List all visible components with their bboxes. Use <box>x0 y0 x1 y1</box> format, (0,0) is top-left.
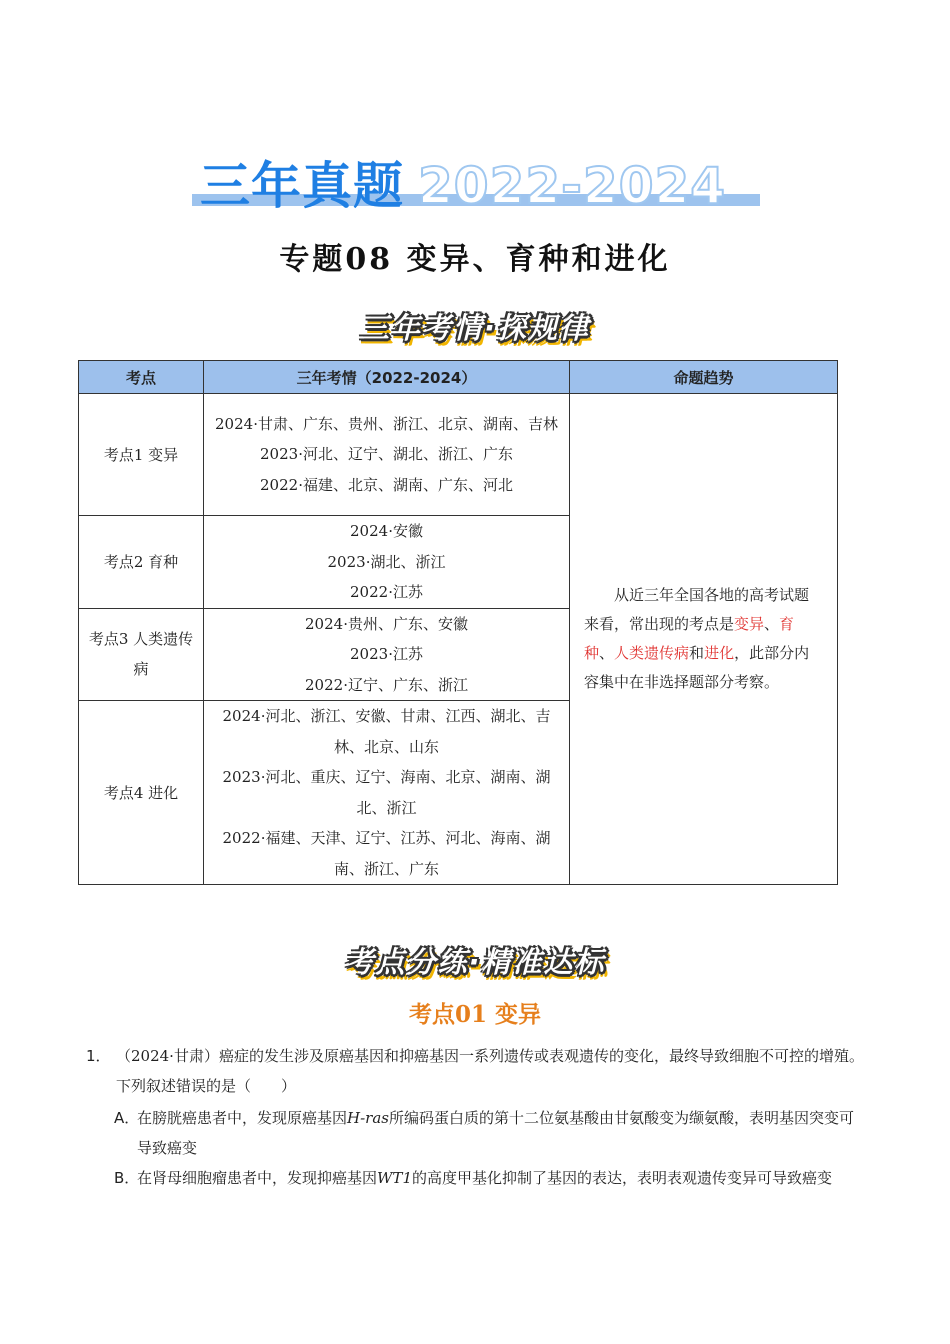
banner-text <box>200 146 726 218</box>
kaoqing-line: 2022·福建、天津、辽宁、江苏、河北、海南、湖南、浙江、广东 <box>222 829 551 878</box>
kaoqing-line: 2024·河北、浙江、安徽、甘肃、江西、湖北、吉林、北京、山东 <box>222 707 551 756</box>
kaodian-name: 考点4 进化 <box>79 701 204 885</box>
trend-keyword-variation: 变异 <box>734 615 765 633</box>
section-banner-practice: 考点分练·精准达标 <box>344 945 606 979</box>
kaodian-heading: 考点01 变异 <box>408 1001 541 1028</box>
year-banner <box>192 148 760 215</box>
kaoqing-line: 2022·福建、北京、湖南、广东、河北 <box>260 475 513 494</box>
option-text-post: 的高度甲基化抑制了基因的表达，表明表观遗传变异可导致癌变 <box>411 1169 832 1187</box>
kaoqing-line: 2023·河北、辽宁、湖北、浙江、广东 <box>260 445 513 464</box>
header-trend: 命题趋势 <box>570 361 838 394</box>
kaodian-name: 考点1 变异 <box>79 394 204 516</box>
header-kaodian: 考点 <box>79 361 204 394</box>
question-1 <box>86 1041 866 1101</box>
kaoqing-line: 2023·河北、重庆、辽宁、海南、北京、湖南、湖北、浙江 <box>222 768 551 817</box>
option-text-pre: 在肾母细胞瘤患者中，发现抑癌基因 <box>137 1169 378 1187</box>
question-stem: （2024·甘肃）癌症的发生涉及原癌基因和抑癌基因一系列遗传或表观遗传的变化，最终导致细胞不可控的增殖。下列叙述错误的是（ ） <box>116 1047 864 1095</box>
trend-text: ，此部分内容集中在非选择题部分考察。 <box>584 644 810 691</box>
trend-keyword-evolution: 进化 <box>704 644 735 662</box>
option-text <box>137 1163 866 1193</box>
kaodian-name: 考点2 育种 <box>79 516 204 609</box>
trend-text: 从近三年全国各地的高考试题来看，常出现的考点是 <box>584 586 810 633</box>
trend-sep: 、 <box>599 644 615 662</box>
exam-trend-table <box>78 360 838 885</box>
kaoqing-line: 2024·安徽 <box>350 522 423 540</box>
question-number: 1． <box>86 1047 111 1065</box>
kaoqing-line: 2024·甘肃、广东、贵州、浙江、北京、湖南、吉林 <box>215 414 558 433</box>
option-b <box>114 1163 866 1193</box>
trend-sep: 和 <box>689 644 705 662</box>
option-text <box>137 1103 866 1163</box>
kaoqing-cell <box>204 394 570 516</box>
kaodian-name: 考点3 人类遗传病 <box>79 608 204 701</box>
gene-name: H-ras <box>347 1109 389 1127</box>
kaoqing-cell <box>204 608 570 701</box>
kaoqing-line: 2023·江苏 <box>350 645 423 663</box>
kaoqing-line: 2024·贵州、广东、安徽 <box>305 614 468 633</box>
option-text-pre: 在膀胱癌患者中，发现原癌基因 <box>137 1109 348 1127</box>
kaoqing-cell <box>204 701 570 885</box>
table-row <box>79 394 838 516</box>
trend-keyword-breeding: 育种 <box>584 615 795 662</box>
section-banner-trends: 三年考情·探规律 <box>359 311 591 345</box>
kaoqing-line: 2023·湖北、浙江 <box>327 552 446 571</box>
trend-sep: 、 <box>764 615 780 633</box>
trend-cell <box>570 394 838 885</box>
kaoqing-line: 2022·辽宁、广东、浙江 <box>305 675 468 694</box>
option-letter: A． <box>114 1109 140 1127</box>
option-letter: B． <box>114 1169 140 1187</box>
option-text-post: 所编码蛋白质的第十二位氨基酸由甘氨酸变为缬氨酸，表明基因突变可导致癌变 <box>137 1109 854 1157</box>
table-header-row <box>79 361 838 394</box>
kaoqing-line: 2022·江苏 <box>350 583 423 601</box>
header-kaoqing: 三年考情（2022-2024） <box>204 361 570 394</box>
option-a <box>114 1103 866 1163</box>
banner-years: 2022-2024 <box>418 157 727 215</box>
trend-keyword-genetic-disease: 人类遗传病 <box>614 644 690 662</box>
gene-name: WT1 <box>377 1169 412 1187</box>
document-title: 专题08 变异、育种和进化 <box>279 242 671 277</box>
kaoqing-cell <box>204 516 570 609</box>
banner-cn: 三年真题 <box>200 157 404 215</box>
